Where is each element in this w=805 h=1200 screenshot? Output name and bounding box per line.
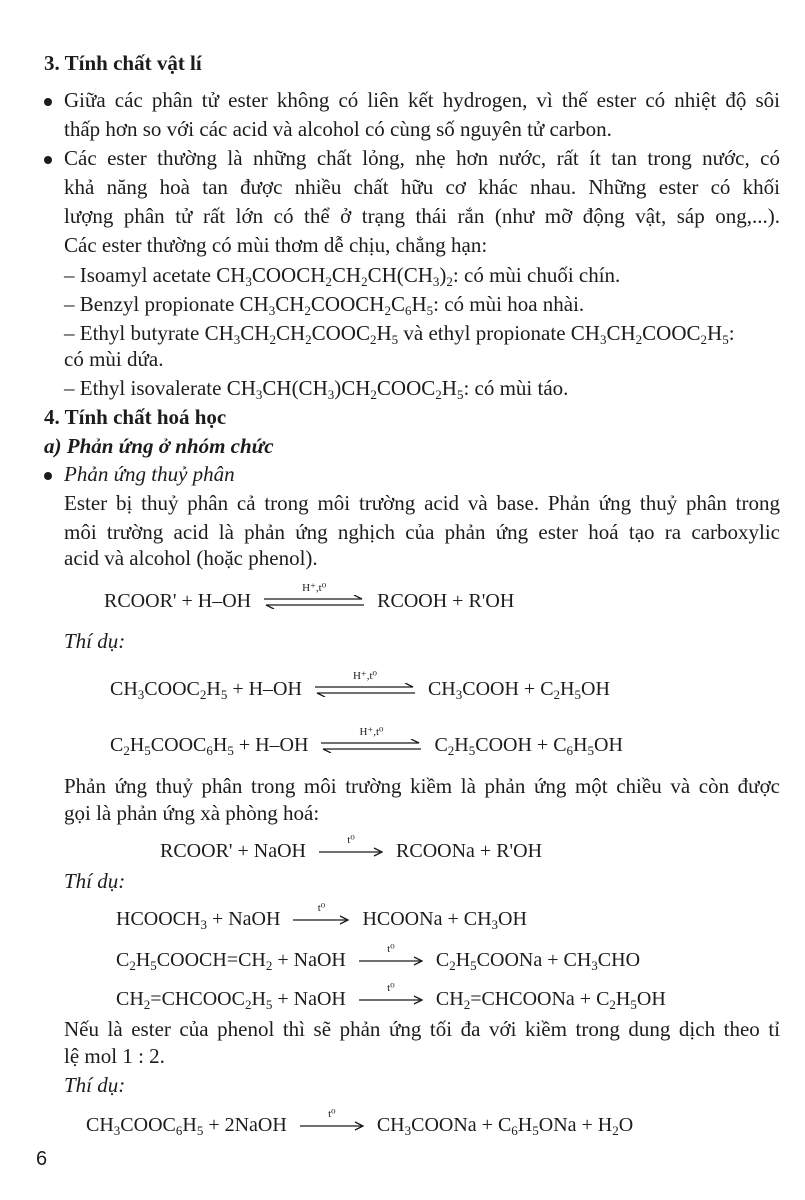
- equation-ethyl-acetate-hydrolysis: $CH_3COOC_2H_5 + H-OH$ H⁺,t⁰ $CH_3COOH + C_2H_5OH$: [110, 670, 610, 702]
- reversible-arrow-icon: [264, 582, 364, 609]
- equation-ethyl-acrylate-saponification: $CH_2=CHCOOC_2H_5$ + NaOH t⁰ $CH_2=CHCOONa + C_2H_5OH$: [116, 982, 666, 1012]
- forward-arrow-icon: [300, 1108, 364, 1131]
- forward-arrow-icon: [359, 982, 423, 1005]
- product: $C_2H_5COONa$: [435, 949, 543, 973]
- product: HCOONa: [362, 908, 443, 930]
- reactant: $C_2H_5COOC_6H_5$: [110, 734, 234, 758]
- reaction-condition: t⁰: [347, 834, 355, 847]
- reactant: RCOOR': [160, 840, 233, 862]
- reactant: $CH_2=CHCOOC_2H_5$: [116, 988, 273, 1012]
- product: $CH_3COONa$: [376, 1114, 477, 1138]
- reaction-condition: H⁺,t⁰: [302, 582, 327, 595]
- section-heading-physical: 3. Tính chất vật lí: [44, 51, 202, 75]
- example-ethyl-butyrate: – Ethyl butyrate $CH_3CH_2CH_2COOC_2H_5$ và ethyl propionate $CH_3CH_2COOC_2H_5$:: [64, 321, 735, 347]
- product: $C_6H_5ONa$: [497, 1114, 577, 1138]
- reactant: $CH_3COOC_6H_5$: [86, 1114, 204, 1138]
- reactant: $HCOOCH_3$: [116, 908, 207, 932]
- subsection-heading: a) Phản ứng ở nhóm chức: [44, 434, 274, 458]
- forward-arrow-icon: [359, 943, 423, 966]
- ester-name: – Ethyl isovalerate: [64, 376, 222, 400]
- product: $H_2O$: [597, 1114, 634, 1138]
- reactant: NaOH: [228, 908, 281, 930]
- formula: $CH_3CH(CH_3)CH_2COOC_2H_5$: [226, 376, 464, 402]
- reactant: NaOH: [293, 988, 346, 1010]
- product: $CH_3COOH$: [427, 678, 519, 702]
- product: RCOOH: [377, 590, 448, 612]
- reactant: NaOH: [253, 840, 307, 862]
- forward-arrow-icon: [319, 834, 383, 857]
- ester-name: – Benzyl propionate: [64, 292, 235, 316]
- equation-phenyl-propionate-hydrolysis: $C_2H_5COOC_6H_5 + H-OH$ H⁺,t⁰ $C_2H_5COOH + C_6H_5OH$: [110, 726, 623, 758]
- reaction-condition: H⁺,t⁰: [359, 726, 384, 739]
- paragraph-line: gọi là phản ứng xà phòng hoá:: [64, 801, 320, 825]
- product: $C_2H_5COOH$: [434, 734, 532, 758]
- paragraph-line: lệ mol 1 : 2.: [64, 1044, 165, 1068]
- product: RCOONa: [396, 840, 475, 862]
- product: $CH_3CHO$: [563, 949, 641, 973]
- equation-methyl-formate-saponification: $HCOOCH_3$ + NaOH t⁰ HCOONa + $CH_3OH$: [116, 902, 527, 932]
- paragraph-line: acid và alcohol (hoặc phenol).: [64, 546, 318, 570]
- paragraph-line: khả năng hoà tan được nhiều chất hữu cơ khác nhau. Những ester có khối: [64, 175, 780, 199]
- reaction-condition: t⁰: [328, 1108, 336, 1121]
- product: $CH_2=CHCOONa$: [435, 988, 575, 1012]
- reactant: H–OH: [248, 678, 302, 700]
- reactant: NaOH: [293, 949, 346, 971]
- paragraph-line: Ester bị thuỷ phân cả trong môi trường acid và base. Phản ứng thuỷ phân trong: [64, 491, 780, 515]
- bullet-dot: [44, 156, 52, 164]
- formula: $CH_3CH_2COOC_2H_5$: [570, 321, 729, 347]
- example-label: Thí dụ:: [64, 869, 126, 893]
- odor-note: có mùi dứa.: [64, 347, 164, 371]
- reversible-arrow-icon: [315, 670, 415, 697]
- equation-saponification-general: RCOOR' + NaOH t⁰ RCOONa + R'OH: [160, 834, 543, 862]
- connector-text: và ethyl propionate: [403, 321, 566, 345]
- bullet-hydrolysis-label: Phản ứng thuỷ phân: [64, 462, 235, 486]
- paragraph-line: lượng phân tử rất lớn có thể ở trạng thái rắn (như mỡ động vật, sáp ong,...).: [64, 204, 780, 228]
- example-isoamyl-acetate: [64, 262, 620, 288]
- example-benzyl-propionate: [64, 291, 584, 317]
- reaction-condition: H⁺,t⁰: [352, 670, 377, 683]
- paragraph-line: Giữa các phân tử ester không có liên kết hydrogen, vì thế ester có nhiệt độ sôi: [64, 88, 780, 112]
- reaction-condition: t⁰: [317, 902, 326, 915]
- product: $C_2H_5OH$: [540, 678, 610, 702]
- product: R'OH: [496, 840, 543, 862]
- product: $C_2H_5OH$: [596, 988, 666, 1012]
- paragraph-line: Các ester thường có mùi thơm dễ chịu, chẳng hạn:: [64, 233, 488, 257]
- reactant: H–OH: [197, 590, 252, 612]
- paragraph-line: môi trường acid là phản ứng nghịch của phản ứng ester hoá tạo ra carboxylic: [64, 520, 780, 544]
- bullet-dot: [44, 472, 52, 480]
- reactant: $C_2H_5COOCH=CH_2$: [116, 949, 273, 973]
- odor-note: : có mùi chuối chín.: [452, 263, 621, 287]
- reaction-condition: t⁰: [387, 982, 395, 995]
- page-number: 6: [36, 1148, 48, 1170]
- product: R'OH: [468, 590, 515, 612]
- paragraph-line: thấp hơn so với các acid và alcohol có cùng số nguyên tử carbon.: [64, 117, 612, 141]
- paragraph-line: Các ester thường là những chất lỏng, nhẹ hơn nước, rất ít tan trong nước, có: [64, 146, 780, 170]
- odor-note: : có mùi táo.: [463, 376, 569, 400]
- odor-note: : có mùi hoa nhài.: [433, 292, 585, 316]
- reactant: H–OH: [255, 734, 309, 756]
- reversible-arrow-icon: [321, 726, 421, 753]
- example-label: Thí dụ:: [64, 1073, 126, 1097]
- product: $C_6H_5OH$: [553, 734, 623, 758]
- forward-arrow-icon: [293, 902, 349, 925]
- example-ethyl-isovalerate: [64, 375, 568, 401]
- reaction-condition: t⁰: [387, 943, 395, 956]
- equation-phenyl-acetate-saponification: $CH_3COOC_6H_5$ + 2NaOH t⁰ $CH_3COONa + C_6H_5ONa + H_2O$: [86, 1108, 634, 1138]
- formula: $CH_3COOCH_2CH_2CH(CH_3)_2$: [216, 263, 453, 289]
- ester-name: – Ethyl butyrate: [64, 321, 200, 345]
- product: $CH_3OH$: [463, 908, 527, 932]
- section-heading-chemical: 4. Tính chất hoá học: [44, 405, 227, 429]
- reactant: $CH_3COOC_2H_5$: [110, 678, 228, 702]
- example-label: Thí dụ:: [64, 629, 126, 653]
- reactant: 2NaOH: [224, 1114, 287, 1136]
- equation-acid-hydrolysis-general: RCOOR' + H–OH H⁺,t⁰ RCOOH + R'OH: [104, 582, 515, 612]
- ester-name: – Isoamyl acetate: [64, 263, 211, 287]
- reactant: RCOOR': [104, 590, 177, 612]
- formula: $CH_3CH_2COOCH_2C_6H_5$: [239, 292, 434, 318]
- paragraph-line: Nếu là ester của phenol thì sẽ phản ứng tối đa với kiềm trong dung dịch theo tỉ: [64, 1017, 780, 1041]
- paragraph-line: Phản ứng thuỷ phân trong môi trường kiềm là phản ứng một chiều và còn được: [64, 774, 780, 798]
- bullet-dot: [44, 98, 52, 106]
- equation-vinyl-propionate-saponification: $C_2H_5COOCH=CH_2$ + NaOH t⁰ $C_2H_5COONa + CH_3CHO$: [116, 943, 641, 973]
- formula: $CH_3CH_2CH_2COOC_2H_5$: [204, 321, 399, 347]
